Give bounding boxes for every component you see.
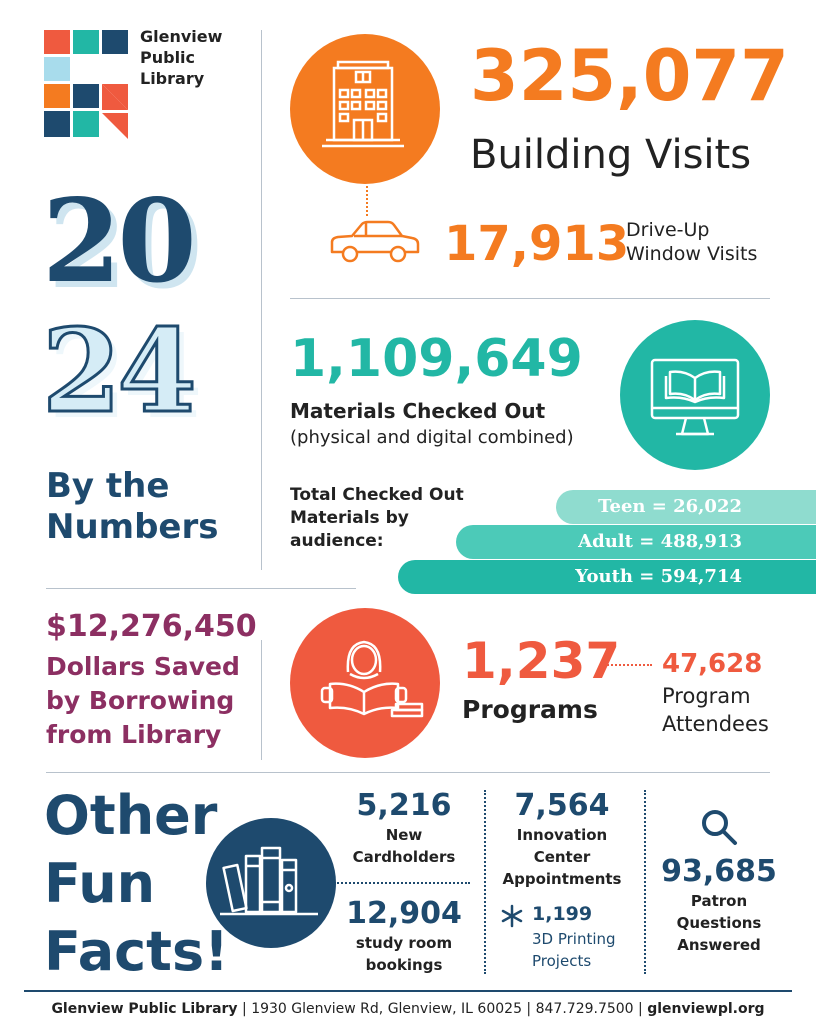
footer-rule — [24, 990, 792, 992]
attendees-value: 47,628 — [662, 649, 763, 679]
footer-phone: 847.729.7500 — [535, 1001, 634, 1017]
reader-icon — [290, 608, 440, 758]
divider-visits — [290, 298, 770, 299]
footer-website: glenviewpl.org — [647, 1001, 765, 1017]
building-circle — [290, 34, 440, 184]
by-the-numbers: By the Numbers — [46, 466, 219, 547]
building-visits-value: 325,077 — [470, 35, 789, 117]
divider-left — [46, 588, 356, 589]
vertical-divider — [261, 30, 262, 570]
savings-value: $12,276,450 — [46, 609, 257, 644]
computer-book-icon — [620, 320, 770, 470]
drive-up-label: Drive-Up Window Visits — [626, 219, 758, 265]
building-visits-label: Building Visits — [470, 132, 752, 178]
materials-label: Materials Checked Out — [290, 399, 546, 423]
other-fun-facts-title: Other Fun Facts! — [44, 784, 229, 983]
fact-divider-h — [334, 882, 470, 884]
books-circle — [206, 818, 336, 948]
building-icon — [290, 34, 440, 184]
bar-youth: Youth = 594,714 — [398, 560, 816, 594]
fact-divider-v2 — [644, 790, 646, 974]
library-logo-icon — [44, 30, 128, 140]
year-24: 24 — [42, 304, 193, 438]
fact-divider-v1 — [484, 790, 486, 974]
audience-label: Total Checked Out Materials by audience: — [290, 485, 464, 551]
footer-library-name: Glenview Public Library — [51, 1001, 238, 1017]
savings-label: Dollars Saved by Borrowing from Library — [46, 652, 240, 749]
materials-value: 1,109,649 — [290, 329, 583, 389]
drive-up-value: 17,913 — [444, 216, 630, 272]
programs-circle — [290, 608, 440, 758]
fact-questions: 93,685 Patron Questions Answered — [661, 854, 777, 954]
year-20: 20 — [42, 174, 193, 308]
printing-value: 1,199 — [532, 903, 593, 925]
printing-label: 3D Printing Projects — [532, 930, 616, 970]
programs-connector — [600, 664, 652, 666]
footer-address: 1930 Glenview Rd, Glenview, IL 60025 — [251, 1001, 522, 1017]
programs-label: Programs — [462, 695, 598, 724]
divider-other — [46, 772, 770, 773]
car-icon — [326, 212, 422, 268]
books-icon — [206, 818, 336, 948]
library-name: Glenview Public Library — [140, 27, 223, 88]
fact-study-rooms: 12,904 study room bookings — [346, 896, 462, 974]
materials-circle — [620, 320, 770, 470]
magnifier-icon — [698, 806, 740, 848]
attendees-label: Program Attendees — [662, 684, 769, 736]
programs-value: 1,237 — [462, 632, 621, 690]
asterisk-icon — [500, 904, 524, 928]
bar-teen: Teen = 26,022 — [556, 490, 816, 524]
bar-adult: Adult = 488,913 — [456, 525, 816, 559]
footer: Glenview Public Library | 1930 Glenview Rd, Glenview, IL 60025 | 847.729.7500 | glenviewpl.org — [51, 1001, 765, 1017]
materials-sublabel: (physical and digital combined) — [290, 427, 574, 448]
vertical-divider-2 — [261, 640, 262, 760]
fact-cardholders: 5,216 New Cardholders — [352, 788, 456, 866]
fact-innovation: 7,564 Innovation Center Appointments — [502, 788, 622, 888]
